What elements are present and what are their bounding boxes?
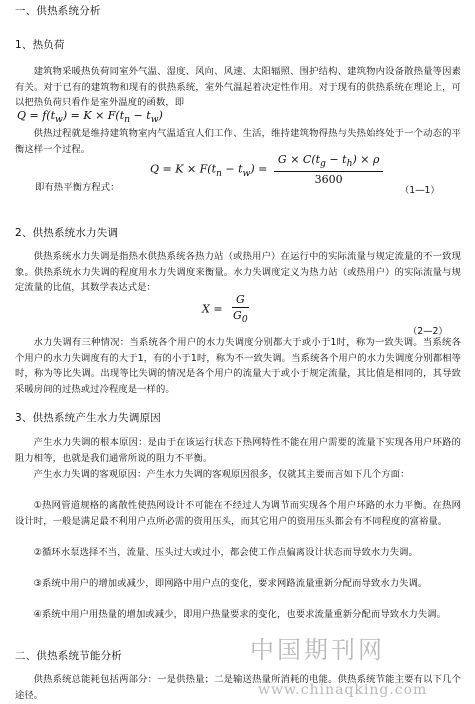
equation-2-2: X = $\frac{G}{G_0}$ xyxy=(202,293,255,326)
equation-2-2-number: （2—2） xyxy=(408,326,448,337)
watermark-chinese: 中国期刊网 xyxy=(250,636,385,664)
paragraph-heat-load-factors: 建筑物采暖热负荷同室外气温、湿度、风向、风速、太阳辐照、围护结构、建筑物内设备散热量等因素有关。对于已有的建筑物和现有的供热系统，室外气温起着决定性作用。对于现有的供热系统在理论上，可以把热负荷只看作是室外温度的函数，即 xyxy=(15,66,461,109)
paragraph-cause-4: ④系统中用户用热量的增加或减少，即用户热量要求的变化，也要求流量重新分配而导致水力失调。 xyxy=(33,609,447,620)
equation-1-1-number: （1—1） xyxy=(400,185,440,196)
equation-1-1-fraction: $\frac{G \times C(t_g - t_h) \times \rho}{3600}$ xyxy=(274,153,384,186)
section-title-1: 一、供热系统分析 xyxy=(15,5,101,17)
paragraph-cause-3: ③系统中用户的增加或减少，即网路中用户点的变化，要求网路流量重新分配而导致水力失调。 xyxy=(33,578,428,589)
heat-balance-label: 即有热平衡方程式： xyxy=(35,182,120,193)
paragraph-energy-saving: 供热系统总能耗包括两部分：一是供热量；二是输送热量所消耗的电能。供热系统节能主要有以下几个途径。 xyxy=(15,674,461,701)
subsection-title-hydraulic-imbalance: 2、供热系统水力失调 xyxy=(15,227,119,239)
paragraph-imbalance-types: 水力失调有三种情况：当系统各个用户的水力失调度分别都大于或小于1时，称为一致失调。当系统各个用户的水力失调度有的大于1，有的小于1时，称为不一致失调。当系统各个用户的水力失调度分别都相等时，称为等比失调。出现等比失调的情况是各个用户的流量大于或小于规定流量，其比值是相同的，其导致采暖房间的过热或过冷程度是一样的。 xyxy=(15,337,461,395)
paragraph-cause-2: ②循环水泵选择不当，流量、压头过大或过小，都会使工作点偏离设计状态而导致水力失调。 xyxy=(33,547,418,558)
equation-heat-load-function: $Q = f(t_w) = K \times F(t_n - t_w)$ xyxy=(17,109,163,126)
subsection-title-heat-load: 1、热负荷 xyxy=(15,39,65,51)
equation-1-1: $Q = K \times F(t_n - t_w)$ = $\frac{G \times C(t_g - t_h) \times \rho}{3600}$ xyxy=(150,153,386,186)
watermark-url: www.chinaqking.com xyxy=(258,682,428,698)
paragraph-root-cause: 产生水力失调的根本原因：是由于在该运行状态下热网特性不能在用户需要的流量下实现各用户环路的阻力相等，也就是我们通常所说的阻力不平衡。 xyxy=(15,437,461,464)
paragraph-cause-1: ①热网管道规格的离散性使热网设计不可能在不经过人为调节而实现各个用户环路的水力平衡。在热网设计时，一般是满足最不利用户点所必需的资用压头，而其它用户的资用压头都会有不同程度的富裕量。 xyxy=(15,500,461,527)
paragraph-heat-balance: 供热过程就是维持建筑物室内气温适宜人们工作、生活，维持建筑物得热与失热始终处于一个动态的平衡这样一个过程。 xyxy=(15,128,461,155)
subsection-title-imbalance-causes: 3、供热系统产生水力失调原因 xyxy=(15,412,161,424)
equation-2-2-fraction: $\frac{G}{G_0}$ xyxy=(233,293,248,326)
section-title-2: 二、供热系统节能分析 xyxy=(15,650,122,662)
paragraph-hydraulic-imbalance-def: 供热系统水力失调是指热水供热系统各热力站（或热用户）在运行中的实际流量与规定流量的不一致现象。供热系统水力失调的程度用水力失调度来衡量。水力失调度定义为热力站（或热用户）的实际流量与规定流量的比值，其数学表达式是： xyxy=(15,251,461,294)
paragraph-objective-causes: 产生水力失调的客观原因：产生水力失调的客观原因很多，仅就其主要而言如下几个方面： xyxy=(33,469,410,480)
